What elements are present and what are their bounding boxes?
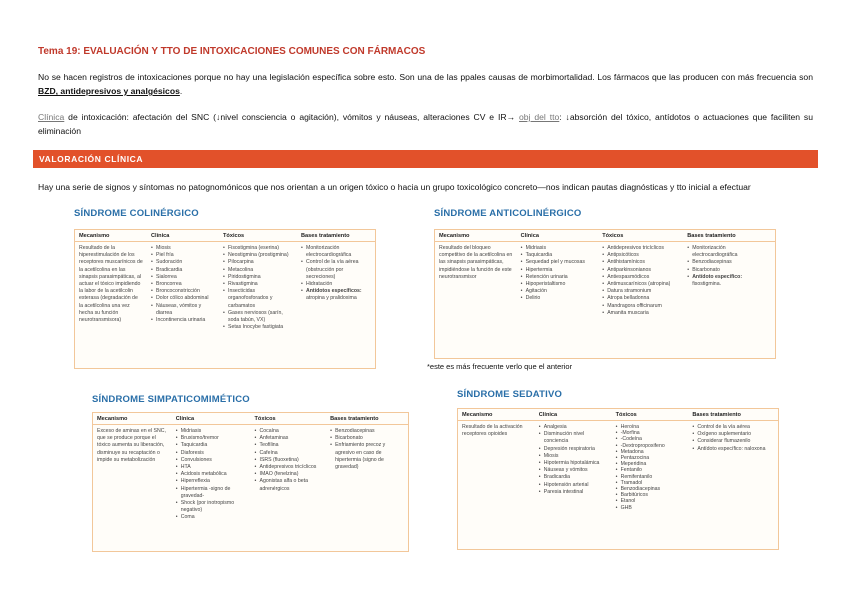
colinergico-toxicos-list bbox=[223, 245, 293, 331]
list-item: • Control de la vía aérea bbox=[692, 424, 774, 431]
list-item: • Remifentanilo bbox=[616, 474, 685, 480]
list-item bbox=[301, 288, 371, 302]
list-item: • Meperidina bbox=[616, 461, 685, 467]
list-item: • Heroína bbox=[616, 424, 685, 430]
obj-tto-text: : ↓absorción del tóxico, antídotos o actuaciones que faciliten su eliminación bbox=[38, 112, 813, 136]
sedativo-bases-list bbox=[692, 424, 774, 453]
list-item: • Broncorrea bbox=[151, 281, 215, 288]
list-item: • -Morfina bbox=[616, 430, 685, 436]
list-item: • Atropa belladonna bbox=[602, 295, 679, 302]
anticolinergico-title: SÍNDROME ANTICOLINÉRGICO bbox=[434, 208, 582, 219]
header-mecanismo: Mecanismo bbox=[435, 230, 517, 242]
list-item: • Metacolina bbox=[223, 267, 293, 274]
colinergico-bases-list bbox=[301, 245, 371, 288]
header-clinica: Clínica bbox=[517, 230, 599, 242]
list-item: • ISRS (fluoxetina) bbox=[255, 457, 323, 464]
list-item: • Taquicardia bbox=[176, 442, 247, 449]
antidoto-label: Antídoto específico: bbox=[692, 273, 743, 280]
list-item: • Hipoperistaltismo bbox=[521, 281, 595, 288]
colinergico-title: SÍNDROME COLINÉRGICO bbox=[74, 208, 199, 219]
sedativo-title: SÍNDROME SEDATIVO bbox=[457, 389, 563, 400]
list-item: • Acidosis metabólica bbox=[176, 471, 247, 478]
anticolinergico-bases-list bbox=[687, 245, 771, 274]
sedativo-toxicos-list bbox=[616, 424, 685, 511]
list-item: • -Codeína bbox=[616, 436, 685, 442]
list-item: • Midriasis bbox=[176, 428, 247, 435]
list-item: • Convulsiones bbox=[176, 457, 247, 464]
list-item: • Rivastigmina bbox=[223, 281, 293, 288]
list-item: • Gases nerviosos (sarín, soda tabún, VX) bbox=[223, 310, 293, 324]
list-item: • Analgesia bbox=[539, 424, 608, 431]
list-item: • Miosis bbox=[539, 453, 608, 460]
list-item: • Fentanilo bbox=[616, 467, 685, 473]
list-item: • Hipotermia hipotalámica bbox=[539, 460, 608, 467]
list-item: • Bruxismo/tremor bbox=[176, 435, 247, 442]
list-item: • Dolor cólico abdominal bbox=[151, 295, 215, 302]
list-item: • Datura stramonium bbox=[602, 288, 679, 295]
simpaticomimetico-mecanismo: Exceso de aminas en el SNC, que se produce porque el tóxico aumenta su liberación, disminuye su recaptación o impide su metabolización bbox=[97, 428, 166, 463]
list-item: • Fisostigmina (eserina) bbox=[223, 245, 293, 252]
simpaticomimetico-bases-list bbox=[330, 428, 404, 471]
list-item: • Agonistas alfa o beta adrenérgicos bbox=[255, 478, 323, 492]
anticolinergico-table bbox=[434, 229, 776, 359]
colinergico-clinica-list bbox=[151, 245, 215, 324]
list-item: • Tramadol bbox=[616, 480, 685, 486]
clinica-text: de intoxicación: afectación del SNC (↓nivel consciencia o agitación), vómitos y náuseas, alteraciones CV e IR→ bbox=[64, 112, 520, 122]
list-item: • Bicarbonato bbox=[687, 267, 771, 274]
list-item: • Antipsicóticos bbox=[602, 252, 679, 259]
anticolinergico-mecanismo: Resultado del bloqueo competitivo de la acetilcolina en las sinapsis parasimpáticas, impidiéndose la función de este neurotransmisor bbox=[439, 245, 513, 280]
list-item: • Piel fría bbox=[151, 252, 215, 259]
section-bar bbox=[33, 150, 818, 168]
list-item: • Sudoración bbox=[151, 259, 215, 266]
list-item: • Antidepresivos tricíclicos bbox=[255, 464, 323, 471]
list-item: • Antiparkinsonianos bbox=[602, 267, 679, 274]
list-item: • Disminución nivel conciencia bbox=[539, 431, 608, 445]
list-item: • Etanol bbox=[616, 498, 685, 504]
list-item: • Broncoconstricción bbox=[151, 288, 215, 295]
list-item: • Cocaína bbox=[255, 428, 323, 435]
list-item: • Sialorrea bbox=[151, 274, 215, 281]
list-item: • Neostigmina (prostigmina) bbox=[223, 252, 293, 259]
list-item: • Amanita muscaria bbox=[602, 310, 679, 317]
list-item: • Delirio bbox=[521, 295, 595, 302]
sedativo-clinica-list bbox=[539, 424, 608, 496]
list-item: • Depresión respiratoria bbox=[539, 446, 608, 453]
list-item: • Shock (por inotropismo negativo) bbox=[176, 500, 247, 514]
list-item: • HTA bbox=[176, 464, 247, 471]
list-item: • Hiperreflexia bbox=[176, 478, 247, 485]
list-item: • Cafeína bbox=[255, 450, 323, 457]
list-item: • GHB bbox=[616, 505, 685, 511]
header-bases: Bases tratamiento bbox=[688, 409, 778, 421]
header-toxicos: Tóxicos bbox=[598, 230, 683, 242]
list-item: • Midriasis bbox=[521, 245, 595, 252]
list-item: • Hidratación bbox=[301, 281, 371, 288]
simpaticomimetico-table bbox=[92, 412, 409, 552]
list-item: • Antimuscarínicos (atropina) bbox=[602, 281, 679, 288]
list-item: • Miosis bbox=[151, 245, 215, 252]
list-item: • Diaforesis bbox=[176, 450, 247, 457]
list-item: • Insecticidas organofosforados y carbamatos bbox=[223, 288, 293, 310]
list-item: • Náuseas, vómitos y diarrea bbox=[151, 303, 215, 317]
intro-paragraph bbox=[38, 70, 813, 98]
list-item: • Náuseas y vómitos bbox=[539, 467, 608, 474]
list-item: • Benzodiacepinas bbox=[687, 259, 771, 266]
simpaticomimetico-toxicos-list bbox=[255, 428, 323, 493]
header-mecanismo: Mecanismo bbox=[458, 409, 535, 421]
list-item: • Bradicardia bbox=[151, 267, 215, 274]
list-item: • Benzodiacepinas bbox=[330, 428, 404, 435]
list-item: • Teofilina bbox=[255, 442, 323, 449]
list-item: • Control de la vía aérea (obstrucción por secreciones) bbox=[301, 259, 371, 281]
antidoto-text: atropina y pralidoxima bbox=[306, 295, 357, 302]
section-bar-title: VALORACIÓN CLÍNICA bbox=[39, 154, 144, 164]
note-text: *este es más frecuente verlo que el anterior bbox=[427, 362, 573, 371]
list-item: • Agitación bbox=[521, 288, 595, 295]
list-item: • -Dextropropoxifeno bbox=[616, 443, 685, 449]
list-item: • Benzodiacepinas bbox=[616, 486, 685, 492]
list-item: • IMAO (fenelzina) bbox=[255, 471, 323, 478]
list-item: • Barbitúricos bbox=[616, 492, 685, 498]
list-item: • Sequedad piel y mucosas bbox=[521, 259, 595, 266]
list-item: • Setas Inocybe fastigiata bbox=[223, 324, 293, 331]
list-item: • Hipertermia -signo de gravedad- bbox=[176, 486, 247, 500]
list-item: • Bicarbonato bbox=[330, 435, 404, 442]
list-item: • Metadona bbox=[616, 449, 685, 455]
list-item: • Mandragora officinarum bbox=[602, 303, 679, 310]
intro-highlight: BZD, antidepresivos y analgésicos bbox=[38, 86, 180, 96]
list-item: • Hipotensión arterial bbox=[539, 482, 608, 489]
intro-text: No se hacen registros de intoxicaciones porque no hay una legislación específica sobre esto. Son una de las ppales causas de morbimortalidad. Los fármacos que las producen con más frecuencia son bbox=[38, 72, 813, 82]
list-item: • Considerar flumazenilo bbox=[692, 438, 774, 445]
sedativo-table bbox=[457, 408, 779, 550]
sedativo-mecanismo: Resultado de la activación receptores opioides bbox=[462, 424, 523, 438]
colinergico-table bbox=[74, 229, 376, 369]
header-bases: Bases tratamiento bbox=[683, 230, 775, 242]
list-item: • Antiespasmódicos bbox=[602, 274, 679, 281]
list-item: • Antídoto específico: naloxona bbox=[692, 446, 774, 453]
list-item: • Coma bbox=[176, 514, 247, 521]
simpaticomimetico-clinica-list bbox=[176, 428, 247, 522]
colinergico-mecanismo: Resultado de la hiperestimulación de los receptores muscarínicos de la acetilcolina en las sinapsis parasimpáticas, al actuar el tóxico impidiendo la labor de la acetilcolin esterasa (degradación de la acetilcolina una vez hecha su función neurotransmisora) bbox=[79, 245, 143, 324]
list-item: • Monitorización electrocardiográfica bbox=[301, 245, 371, 259]
list-item: • Enfriamiento precoz y agresivo en caso de hipertermia (signo de gravedad) bbox=[330, 442, 404, 471]
list-item: • Anfetaminas bbox=[255, 435, 323, 442]
anticolinergico-toxicos-list bbox=[602, 245, 679, 317]
list-item bbox=[687, 274, 771, 288]
list-item: • Antihistamínicos bbox=[602, 259, 679, 266]
header-mecanismo: Mecanismo bbox=[93, 413, 172, 425]
list-item: • Retención urinaria bbox=[521, 274, 595, 281]
header-bases: Bases tratamiento bbox=[326, 413, 408, 425]
anticolinergico-clinica-list bbox=[521, 245, 595, 303]
obj-tto-label: obj del tto bbox=[519, 112, 560, 122]
intro-end: . bbox=[179, 86, 183, 96]
header-clinica: Clínica bbox=[147, 230, 219, 242]
header-mecanismo: Mecanismo bbox=[75, 230, 147, 242]
list-item: • Incontinencia urinaria bbox=[151, 317, 215, 324]
list-item: • Oxígeno suplementario bbox=[692, 431, 774, 438]
valoracion-paragraph: Hay una serie de signos y síntomas no patognomónicos que nos orientan a un origen tóxico o hacia un grupo toxicológico concreto—nos indican pautas diagnósticas y tto inicial a efectuar bbox=[38, 182, 751, 192]
header-clinica: Clínica bbox=[172, 413, 251, 425]
clinica-paragraph bbox=[38, 110, 813, 138]
antidoto-label: Antídotos específicos: bbox=[306, 288, 362, 295]
list-item: • Taquicardia bbox=[521, 252, 595, 259]
header-toxicos: Tóxicos bbox=[219, 230, 297, 242]
antidoto-text: fisostigmina. bbox=[692, 281, 722, 288]
list-item: • Paresia intestinal bbox=[539, 489, 608, 496]
list-item: • Monitorización electrocardiográfica bbox=[687, 245, 771, 259]
header-clinica: Clínica bbox=[535, 409, 612, 421]
header-bases: Bases tratamiento bbox=[297, 230, 375, 242]
list-item: • Antidepresivos tricíclicos bbox=[602, 245, 679, 252]
list-item: • Pilocarpina bbox=[223, 259, 293, 266]
header-toxicos: Tóxicos bbox=[612, 409, 689, 421]
list-item: • Pentazocina bbox=[616, 455, 685, 461]
clinica-label: Clínica bbox=[38, 112, 65, 122]
list-item: • Bradicardia bbox=[539, 474, 608, 481]
list-item: • Piridostigmina bbox=[223, 274, 293, 281]
page-title: Tema 19: EVALUACIÓN Y TTO DE INTOXICACIONES COMUNES CON FÁRMACOS bbox=[38, 46, 426, 57]
list-item: • Hipertermia bbox=[521, 267, 595, 274]
header-toxicos: Tóxicos bbox=[251, 413, 327, 425]
simpaticomimetico-title: SÍNDROME SIMPATICOMIMÉTICO bbox=[92, 394, 250, 405]
